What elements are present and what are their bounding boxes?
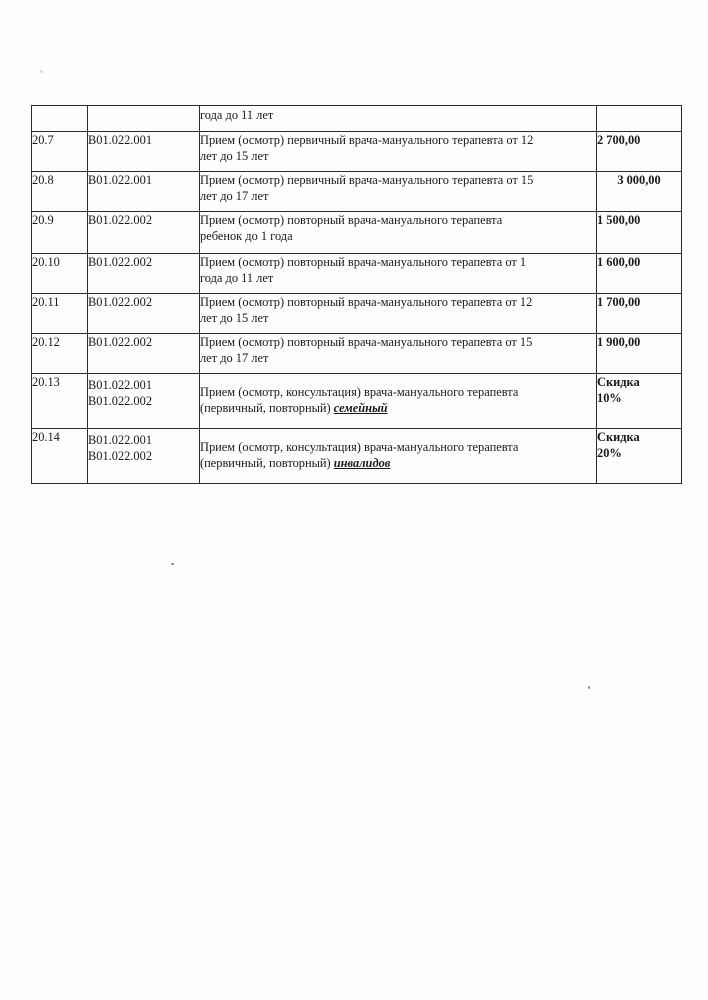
service-price [597, 106, 682, 132]
row-number: 20.8 [32, 172, 88, 212]
service-description: Прием (осмотр) повторный врача-мануального терапевта от 12 лет до 15 лет [200, 294, 597, 334]
service-code: B01.022.002 [88, 212, 200, 254]
service-description: года до 11 лет [200, 106, 597, 132]
price-list-table [31, 105, 682, 484]
table-row [32, 254, 682, 294]
scan-speck [588, 686, 590, 689]
table-row [32, 106, 682, 132]
service-price: 3 000,00 [597, 172, 682, 212]
highlighted-term: инвалидов [333, 456, 391, 470]
service-discount: Скидка 20% [597, 429, 682, 484]
service-price: 1 500,00 [597, 212, 682, 254]
table-row [32, 212, 682, 254]
service-code: B01.022.002 [88, 254, 200, 294]
service-code: B01.022.002 [88, 334, 200, 374]
service-description: Прием (осмотр) первичный врача-мануального терапевта от 12 лет до 15 лет [200, 132, 597, 172]
table-row [32, 132, 682, 172]
service-price: 1 900,00 [597, 334, 682, 374]
service-description: Прием (осмотр, консультация) врача-мануального терапевта (первичный, повторный) семейный [200, 374, 597, 429]
service-description: Прием (осмотр, консультация) врача-мануального терапевта (первичный, повторный) инвалидов [200, 429, 597, 484]
service-description: Прием (осмотр) первичный врача-мануального терапевта от 15 лет до 17 лет [200, 172, 597, 212]
row-number: 20.13 [32, 374, 88, 429]
service-price: 2 700,00 [597, 132, 682, 172]
service-description: Прием (осмотр) повторный врача-мануального терапевта ребенок до 1 года [200, 212, 597, 254]
service-code: B01.022.001 B01.022.002 [88, 429, 200, 484]
table-row [32, 294, 682, 334]
row-number: 20.14 [32, 429, 88, 484]
service-code: B01.022.001 B01.022.002 [88, 374, 200, 429]
service-description: Прием (осмотр) повторный врача-мануального терапевта от 1 года до 11 лет [200, 254, 597, 294]
row-number: 20.7 [32, 132, 88, 172]
table-row [32, 172, 682, 212]
row-number: 20.12 [32, 334, 88, 374]
row-number [32, 106, 88, 132]
scan-speck [40, 70, 43, 73]
row-number: 20.10 [32, 254, 88, 294]
service-description: Прием (осмотр) повторный врача-мануального терапевта от 15 лет до 17 лет [200, 334, 597, 374]
service-code: B01.022.001 [88, 132, 200, 172]
service-discount: Скидка 10% [597, 374, 682, 429]
service-code: B01.022.001 [88, 172, 200, 212]
table-row [32, 374, 682, 429]
table-row [32, 429, 682, 484]
service-price: 1 700,00 [597, 294, 682, 334]
service-code [88, 106, 200, 132]
service-code: B01.022.002 [88, 294, 200, 334]
service-price: 1 600,00 [597, 254, 682, 294]
row-number: 20.11 [32, 294, 88, 334]
row-number: 20.9 [32, 212, 88, 254]
scan-speck [171, 563, 174, 565]
table-row [32, 334, 682, 374]
highlighted-term: семейный [333, 401, 388, 415]
